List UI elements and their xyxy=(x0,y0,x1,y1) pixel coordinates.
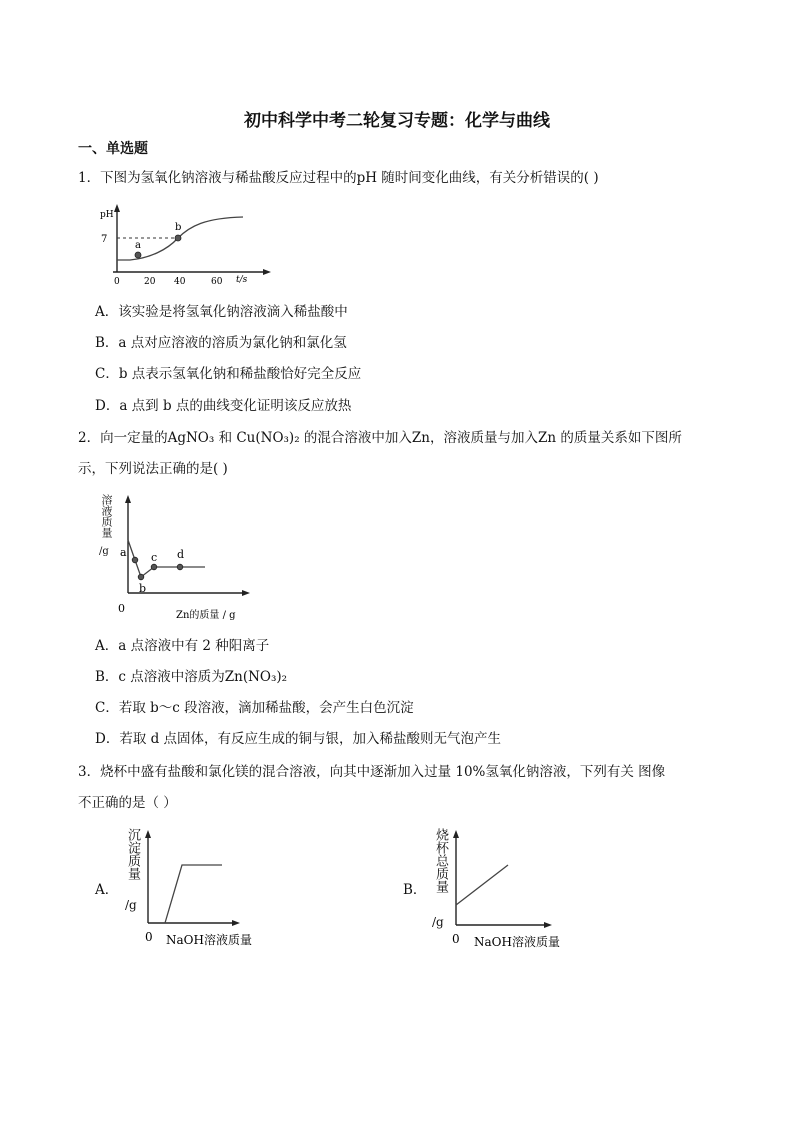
q1-y-mark: 7 xyxy=(101,234,108,245)
q3a-y-arrow xyxy=(145,830,151,838)
q2-origin: 0 xyxy=(118,602,125,615)
q1-y-arrow xyxy=(114,204,120,212)
q2-stem-line1: 2．向一定量的AgNO₃ 和 Cu(NO₃)₂ 的混合溶液中加入Zn，溶液质量与加入Zn 的质量关系如下图所 xyxy=(78,430,682,446)
q3-b-ylabel: 烧杯总质量 xyxy=(433,828,448,893)
q2-label-a: a xyxy=(120,546,127,559)
q1-x-tick-2: 60 xyxy=(211,277,223,287)
q1-option-d: D．a 点到 b 点的曲线变化证明该反应放热 xyxy=(95,398,352,414)
q3-chart-a xyxy=(140,825,260,955)
q2-point-d xyxy=(177,564,183,570)
q3-a-yunit: /g xyxy=(125,898,137,912)
q1-origin: 0 xyxy=(114,277,120,287)
q1-stem: 1．下图为氢氧化钠溶液与稀盐酸反应过程中的pH 随时间变化曲线，有关分析错误的( ) xyxy=(78,170,599,186)
q2-y-arrow xyxy=(125,495,131,503)
q3b-mass-curve xyxy=(456,865,508,905)
q1-label-a: a xyxy=(135,240,141,251)
q2-stem-line2: 示，下列说法正确的是( ) xyxy=(78,461,228,477)
q2-mass-curve xyxy=(128,540,205,577)
q2-point-a xyxy=(132,557,138,563)
q1-label-b: b xyxy=(175,222,182,233)
q3b-origin: 0 xyxy=(452,932,460,946)
q2-zn-chart xyxy=(110,490,260,630)
page-title: 初中科学中考二轮复习专题：化学与曲线 xyxy=(244,111,550,131)
q1-x-arrow xyxy=(263,269,271,275)
q1-point-a xyxy=(135,252,141,258)
q1-ylabel: pH xyxy=(100,210,114,220)
q1-option-b: B．a 点对应溶液的溶质为氯化钠和氯化氢 xyxy=(95,335,347,351)
q1-option-a: A．该实验是将氢氧化钠溶液滴入稀盐酸中 xyxy=(95,304,348,320)
q1-option-c: C．b 点表示氢氧化钠和稀盐酸恰好完全反应 xyxy=(95,366,362,382)
q2-label-d: d xyxy=(177,548,185,561)
q2-label-b: b xyxy=(139,582,147,595)
q1-xlabel: t/s xyxy=(236,275,248,285)
q2-yunit: /g xyxy=(99,546,109,557)
q3a-xlabel: NaOH溶液质量 xyxy=(166,933,252,947)
q2-option-c: C．若取 b～c 段溶液，滴加稀盐酸，会产生白色沉淀 xyxy=(95,700,414,716)
q2-ylabel: 溶液质量 xyxy=(100,494,113,538)
q3-stem-line2: 不正确的是（ ） xyxy=(78,795,177,811)
q2-point-b xyxy=(138,574,144,580)
q1-ph-chart xyxy=(95,200,275,290)
q2-point-c xyxy=(151,564,157,570)
q1-x-tick-1: 40 xyxy=(174,277,186,287)
q3a-precipitate-curve xyxy=(165,865,222,923)
q3-chart-b xyxy=(448,825,578,955)
q3b-xlabel: NaOH溶液质量 xyxy=(474,935,560,949)
q1-point-b xyxy=(175,235,181,241)
q2-x-arrow xyxy=(242,590,250,596)
q3-option-b-label: B． xyxy=(403,882,427,898)
q3b-y-arrow xyxy=(453,830,459,838)
q1-x-tick-0: 20 xyxy=(144,277,156,287)
q2-option-b: B．c 点溶液中溶质为Zn(NO₃)₂ xyxy=(95,669,288,685)
q3-b-yunit: /g xyxy=(432,915,444,929)
q2-option-d: D．若取 d 点固体，有反应生成的铜与银，加入稀盐酸则无气泡产生 xyxy=(95,731,502,747)
q2-xlabel: Zn的质量 / g xyxy=(176,610,236,621)
q3-stem-line1: 3．烧杯中盛有盐酸和氯化镁的混合溶液，向其中逐渐加入过量 10%氢氧化钠溶液，下列有关 图像 xyxy=(78,764,666,780)
q3b-x-arrow xyxy=(544,922,552,928)
q3a-x-arrow xyxy=(232,920,240,926)
q2-option-a: A．a 点溶液中有 2 种阳离子 xyxy=(95,638,270,654)
q3-option-a-label: A． xyxy=(95,882,119,898)
q3-a-ylabel: 沉淀质量 xyxy=(125,828,140,880)
q2-label-c: c xyxy=(151,551,158,564)
section-heading: 一、单选题 xyxy=(78,141,148,157)
q3a-origin: 0 xyxy=(145,930,153,944)
